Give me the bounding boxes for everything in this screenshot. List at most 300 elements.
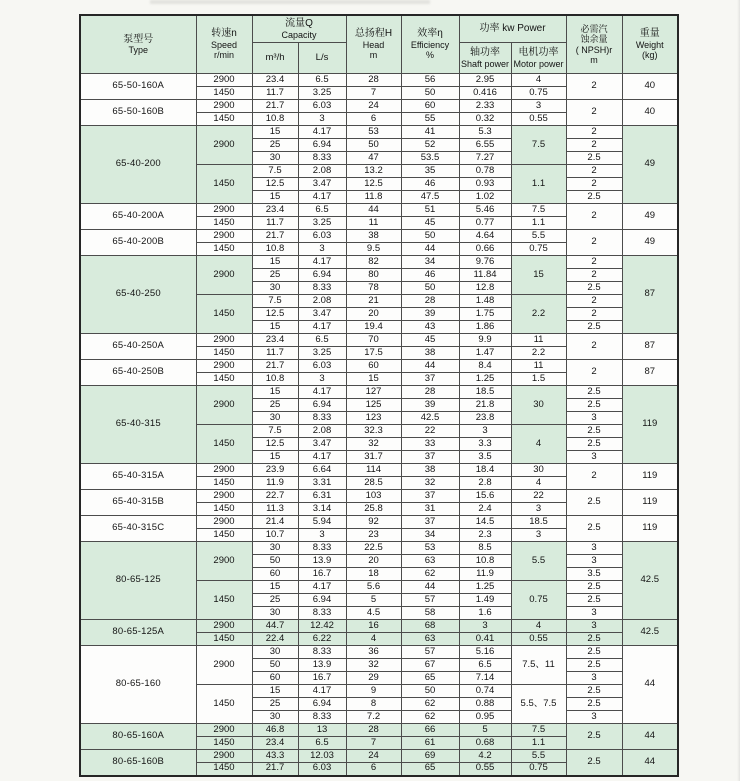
header-efficiency: 效率η Efficiency % [401,15,459,74]
cell-weight: 119 [622,464,678,490]
cell-capacity-ls: 3.47 [298,178,346,191]
cell-npsh: 2.5 [566,659,622,672]
header-head: 总扬程H Head m [346,15,401,74]
cell-npsh: 3 [566,412,622,425]
cell-shaft-power: 18.4 [459,464,511,477]
cell-capacity-m3h: 23.4 [252,74,298,87]
cell-npsh: 2.5 [566,386,622,399]
header-type: 泵型号 Type [80,15,196,74]
cell-npsh: 2.5 [566,750,622,776]
cell-efficiency: 50 [401,230,459,243]
cell-motor-power: 0.55 [511,113,566,126]
cell-motor-power: 1.1 [511,737,566,750]
cell-efficiency: 60 [401,100,459,113]
cell-head: 11 [346,217,401,230]
cell-capacity-m3h: 30 [252,711,298,724]
cell-capacity-ls: 6.64 [298,464,346,477]
cell-capacity-m3h: 15 [252,191,298,204]
cell-shaft-power: 4.2 [459,750,511,763]
cell-model: 65-40-315B [80,490,196,516]
cell-npsh: 3 [566,711,622,724]
cell-weight: 87 [622,360,678,386]
cell-efficiency: 65 [401,763,459,776]
cell-capacity-m3h: 15 [252,386,298,399]
table-row [80,516,678,529]
cell-speed: 2900 [196,386,252,425]
cell-model: 80-65-160 [80,646,196,724]
cell-speed: 1450 [196,295,252,334]
cell-npsh: 2 [566,334,622,360]
cell-shaft-power: 11.84 [459,269,511,282]
cell-capacity-m3h: 30 [252,542,298,555]
cell-efficiency: 45 [401,334,459,347]
cell-motor-power: 7.5 [511,204,566,217]
cell-capacity-ls: 6.31 [298,490,346,503]
cell-head: 9.5 [346,243,401,256]
header-npsh: 必需汽 蚀余量 ( NPSH)r m [566,15,622,74]
cell-speed: 1450 [196,425,252,464]
cell-capacity-m3h: 25 [252,399,298,412]
cell-speed: 1450 [196,581,252,620]
cell-capacity-ls: 6.94 [298,698,346,711]
cell-shaft-power: 10.8 [459,555,511,568]
cell-capacity-ls: 3.47 [298,308,346,321]
cell-motor-power: 3 [511,100,566,113]
cell-efficiency: 37 [401,451,459,464]
cell-motor-power: 18.5 [511,516,566,529]
table-row [80,724,678,737]
cell-efficiency: 37 [401,373,459,386]
cell-motor-power: 1.1 [511,217,566,230]
table-body [80,74,678,776]
cell-speed: 1450 [196,685,252,724]
cell-capacity-ls: 6.03 [298,100,346,113]
cell-efficiency: 44 [401,581,459,594]
cell-capacity-ls: 6.03 [298,763,346,776]
cell-capacity-ls: 5.94 [298,516,346,529]
cell-capacity-m3h: 11.7 [252,347,298,360]
cell-motor-power: 0.75 [511,581,566,620]
cell-speed: 2900 [196,230,252,243]
cell-shaft-power: 8.4 [459,360,511,373]
cell-shaft-power: 0.95 [459,711,511,724]
cell-capacity-m3h: 21.7 [252,100,298,113]
cell-npsh: 2.5 [566,490,622,516]
cell-efficiency: 57 [401,594,459,607]
cell-shaft-power: 1.47 [459,347,511,360]
cell-motor-power: 0.75 [511,243,566,256]
cell-capacity-m3h: 50 [252,555,298,568]
cell-capacity-m3h: 30 [252,646,298,659]
cell-capacity-m3h: 10.8 [252,113,298,126]
cell-capacity-m3h: 25 [252,698,298,711]
cell-efficiency: 28 [401,386,459,399]
table-row [80,542,678,555]
cell-shaft-power: 3.5 [459,451,511,464]
cell-capacity-m3h: 30 [252,412,298,425]
cell-npsh: 2 [566,360,622,386]
cell-efficiency: 50 [401,282,459,295]
cell-weight: 49 [622,126,678,204]
header-shaft-power: 轴功率 Shaft power [459,43,511,74]
cell-head: 8 [346,698,401,711]
cell-efficiency: 45 [401,217,459,230]
cell-capacity-m3h: 23.4 [252,204,298,217]
cell-head: 23 [346,529,401,542]
cell-head: 16 [346,620,401,633]
cell-shaft-power: 5.16 [459,646,511,659]
cell-capacity-m3h: 21.4 [252,516,298,529]
cell-shaft-power: 0.416 [459,87,511,100]
cell-capacity-ls: 6.94 [298,269,346,282]
cell-speed: 2900 [196,464,252,477]
cell-weight: 119 [622,516,678,542]
cell-npsh: 2 [566,74,622,100]
cell-shaft-power: 12.8 [459,282,511,295]
cell-speed: 2900 [196,126,252,165]
cell-shaft-power: 0.74 [459,685,511,698]
cell-capacity-m3h: 22.7 [252,490,298,503]
cell-efficiency: 53 [401,542,459,555]
cell-capacity-ls: 3.47 [298,438,346,451]
cell-capacity-m3h: 11.9 [252,477,298,490]
cell-motor-power: 30 [511,386,566,425]
cell-npsh: 2.5 [566,698,622,711]
cell-capacity-m3h: 23.4 [252,334,298,347]
cell-head: 60 [346,360,401,373]
header-speed: 转速n Speed r/min [196,15,252,74]
cell-speed: 2900 [196,204,252,217]
cell-motor-power: 0.55 [511,633,566,646]
cell-npsh: 2 [566,464,622,490]
cell-weight: 44 [622,646,678,724]
cell-capacity-m3h: 23.4 [252,737,298,750]
cell-model: 80-65-125A [80,620,196,646]
cell-npsh: 3 [566,542,622,555]
cell-efficiency: 50 [401,685,459,698]
cell-head: 127 [346,386,401,399]
cell-capacity-ls: 3.14 [298,503,346,516]
cell-shaft-power: 0.93 [459,178,511,191]
cell-capacity-ls: 8.33 [298,282,346,295]
cell-shaft-power: 9.76 [459,256,511,269]
cell-head: 6 [346,113,401,126]
cell-capacity-ls: 4.17 [298,386,346,399]
cell-efficiency: 58 [401,607,459,620]
cell-efficiency: 35 [401,165,459,178]
cell-shaft-power: 2.3 [459,529,511,542]
cell-motor-power: 5.5 [511,230,566,243]
cell-shaft-power: 3 [459,425,511,438]
cell-efficiency: 63 [401,555,459,568]
cell-speed: 1450 [196,503,252,516]
cell-head: 92 [346,516,401,529]
cell-head: 7 [346,87,401,100]
cell-capacity-ls: 4.17 [298,581,346,594]
cell-capacity-m3h: 60 [252,568,298,581]
cell-capacity-ls: 3.25 [298,87,346,100]
cell-capacity-ls: 6.94 [298,139,346,152]
cell-capacity-m3h: 10.7 [252,529,298,542]
scan-artifact-top [150,0,430,4]
cell-head: 28.5 [346,477,401,490]
cell-shaft-power: 0.41 [459,633,511,646]
cell-motor-power: 1.5 [511,373,566,386]
header-power: 功率 kw Power [459,15,566,43]
cell-head: 20 [346,555,401,568]
cell-efficiency: 69 [401,750,459,763]
cell-motor-power: 3 [511,503,566,516]
cell-efficiency: 63 [401,633,459,646]
cell-capacity-m3h: 30 [252,282,298,295]
cell-head: 32.3 [346,425,401,438]
cell-model: 80-65-160B [80,750,196,776]
cell-capacity-m3h: 10.8 [252,373,298,386]
cell-capacity-m3h: 21.7 [252,360,298,373]
header-capacity-ls: L/s [298,43,346,74]
cell-shaft-power: 5.46 [459,204,511,217]
cell-capacity-m3h: 15 [252,581,298,594]
cell-weight: 44 [622,724,678,750]
cell-capacity-m3h: 25 [252,139,298,152]
table-row [80,100,678,113]
cell-model: 65-40-315 [80,386,196,464]
cell-head: 28 [346,74,401,87]
cell-capacity-m3h: 44.7 [252,620,298,633]
table-row [80,256,678,269]
cell-weight: 119 [622,386,678,464]
cell-head: 6 [346,763,401,776]
cell-motor-power: 5.5 [511,542,566,581]
cell-capacity-m3h: 15 [252,126,298,139]
cell-npsh: 2 [566,100,622,126]
cell-shaft-power: 0.66 [459,243,511,256]
table-row [80,620,678,633]
cell-efficiency: 52 [401,139,459,152]
header-capacity-m3h: m³/h [252,43,298,74]
cell-efficiency: 43 [401,321,459,334]
cell-capacity-ls: 8.33 [298,542,346,555]
cell-capacity-ls: 6.5 [298,204,346,217]
cell-capacity-ls: 13.9 [298,555,346,568]
cell-npsh: 2 [566,308,622,321]
cell-shaft-power: 5.3 [459,126,511,139]
cell-speed: 2900 [196,256,252,295]
cell-shaft-power: 2.4 [459,503,511,516]
cell-capacity-m3h: 15 [252,451,298,464]
cell-capacity-m3h: 25 [252,594,298,607]
cell-model: 65-50-160A [80,74,196,100]
cell-efficiency: 33 [401,438,459,451]
cell-head: 18 [346,568,401,581]
cell-efficiency: 39 [401,308,459,321]
cell-capacity-m3h: 23.9 [252,464,298,477]
cell-head: 11.8 [346,191,401,204]
cell-shaft-power: 14.5 [459,516,511,529]
cell-head: 24 [346,750,401,763]
cell-head: 114 [346,464,401,477]
cell-speed: 1450 [196,477,252,490]
cell-efficiency: 68 [401,620,459,633]
cell-npsh: 3 [566,672,622,685]
cell-head: 12.5 [346,178,401,191]
table-row [80,386,678,399]
cell-capacity-ls: 6.5 [298,74,346,87]
cell-efficiency: 37 [401,516,459,529]
cell-motor-power: 1.1 [511,165,566,204]
cell-capacity-m3h: 50 [252,659,298,672]
cell-npsh: 2 [566,126,622,139]
cell-weight: 49 [622,204,678,230]
cell-capacity-ls: 6.5 [298,737,346,750]
header-capacity: 流量Q Capacity [252,15,346,43]
cell-capacity-m3h: 22.4 [252,633,298,646]
cell-npsh: 3.5 [566,568,622,581]
cell-npsh: 2.5 [566,399,622,412]
cell-head: 32 [346,659,401,672]
cell-shaft-power: 1.25 [459,373,511,386]
cell-capacity-m3h: 25 [252,269,298,282]
header-weight: 重量 Weight (kg) [622,15,678,74]
cell-shaft-power: 0.77 [459,217,511,230]
cell-motor-power: 7.5、11 [511,646,566,685]
table-row [80,126,678,139]
cell-shaft-power: 1.86 [459,321,511,334]
cell-motor-power: 0.75 [511,763,566,776]
cell-head: 19.4 [346,321,401,334]
cell-motor-power: 5.5、7.5 [511,685,566,724]
cell-npsh: 2.5 [566,685,622,698]
cell-efficiency: 55 [401,113,459,126]
cell-npsh: 2.5 [566,646,622,659]
cell-capacity-m3h: 30 [252,152,298,165]
cell-npsh: 2.5 [566,633,622,646]
cell-speed: 1450 [196,217,252,230]
cell-capacity-ls: 13 [298,724,346,737]
cell-capacity-ls: 3 [298,529,346,542]
cell-head: 13.2 [346,165,401,178]
cell-capacity-ls: 12.42 [298,620,346,633]
cell-shaft-power: 18.5 [459,386,511,399]
cell-model: 65-40-250 [80,256,196,334]
cell-motor-power: 4 [511,620,566,633]
cell-efficiency: 41 [401,126,459,139]
cell-speed: 2900 [196,516,252,529]
cell-motor-power: 5.5 [511,750,566,763]
cell-capacity-ls: 4.17 [298,685,346,698]
cell-capacity-ls: 8.33 [298,412,346,425]
cell-shaft-power: 21.8 [459,399,511,412]
cell-capacity-ls: 3.25 [298,217,346,230]
cell-npsh: 2 [566,165,622,178]
cell-model: 80-65-160A [80,724,196,750]
cell-head: 123 [346,412,401,425]
cell-speed: 1450 [196,165,252,204]
cell-speed: 1450 [196,113,252,126]
cell-model: 65-40-200 [80,126,196,204]
cell-motor-power: 2.2 [511,347,566,360]
cell-efficiency: 32 [401,477,459,490]
cell-capacity-m3h: 11.7 [252,217,298,230]
table-row [80,360,678,373]
cell-efficiency: 31 [401,503,459,516]
cell-speed: 2900 [196,620,252,633]
cell-shaft-power: 1.25 [459,581,511,594]
cell-capacity-m3h: 11.7 [252,87,298,100]
cell-shaft-power: 1.02 [459,191,511,204]
cell-speed: 2900 [196,490,252,503]
cell-shaft-power: 0.88 [459,698,511,711]
cell-npsh: 3 [566,555,622,568]
cell-motor-power: 2.2 [511,295,566,334]
cell-capacity-m3h: 30 [252,607,298,620]
cell-head: 32 [346,438,401,451]
cell-motor-power: 7.5 [511,126,566,165]
cell-efficiency: 62 [401,568,459,581]
cell-capacity-ls: 3.31 [298,477,346,490]
cell-shaft-power: 0.68 [459,737,511,750]
cell-capacity-ls: 4.17 [298,126,346,139]
cell-npsh: 2 [566,178,622,191]
cell-head: 4.5 [346,607,401,620]
cell-head: 31.7 [346,451,401,464]
cell-head: 25.8 [346,503,401,516]
cell-npsh: 2 [566,269,622,282]
cell-capacity-ls: 3 [298,113,346,126]
cell-capacity-ls: 16.7 [298,672,346,685]
pump-spec-table [79,14,679,777]
cell-npsh: 2.5 [566,152,622,165]
cell-weight: 40 [622,74,678,100]
cell-shaft-power: 2.33 [459,100,511,113]
cell-efficiency: 38 [401,464,459,477]
cell-capacity-ls: 6.03 [298,230,346,243]
cell-efficiency: 65 [401,672,459,685]
cell-speed: 1450 [196,373,252,386]
cell-head: 5.6 [346,581,401,594]
cell-capacity-m3h: 15 [252,685,298,698]
cell-motor-power: 30 [511,464,566,477]
cell-npsh: 2 [566,204,622,230]
cell-weight: 44 [622,750,678,776]
cell-capacity-ls: 8.33 [298,152,346,165]
cell-capacity-ls: 2.08 [298,165,346,178]
cell-efficiency: 37 [401,490,459,503]
cell-motor-power: 22 [511,490,566,503]
cell-weight: 42.5 [622,620,678,646]
cell-shaft-power: 5 [459,724,511,737]
cell-weight: 87 [622,256,678,334]
cell-head: 22.5 [346,542,401,555]
cell-capacity-ls: 6.94 [298,594,346,607]
cell-shaft-power: 8.5 [459,542,511,555]
cell-efficiency: 50 [401,87,459,100]
cell-efficiency: 57 [401,646,459,659]
cell-capacity-ls: 8.33 [298,646,346,659]
cell-shaft-power: 6.5 [459,659,511,672]
cell-capacity-ls: 8.33 [298,711,346,724]
cell-speed: 2900 [196,100,252,113]
cell-model: 65-40-315C [80,516,196,542]
cell-head: 28 [346,724,401,737]
cell-npsh: 2 [566,256,622,269]
cell-efficiency: 39 [401,399,459,412]
cell-capacity-ls: 16.7 [298,568,346,581]
cell-efficiency: 61 [401,737,459,750]
cell-motor-power: 3 [511,529,566,542]
cell-head: 47 [346,152,401,165]
cell-speed: 2900 [196,360,252,373]
